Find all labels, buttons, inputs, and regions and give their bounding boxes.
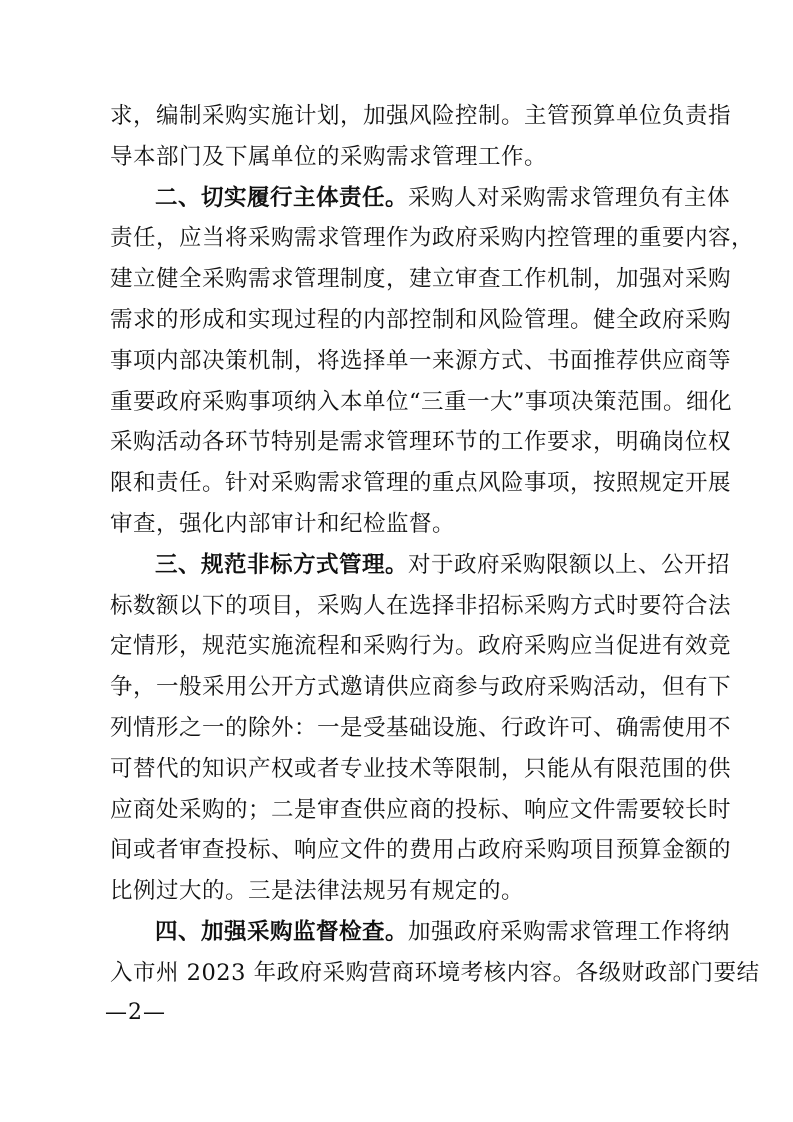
body-line-18: 应商处采购的；二是审查供应商的投标、响应文件需要较长时: [110, 796, 732, 823]
section-3-lead-text: 对于政府采购限额以上、公开招: [408, 551, 731, 578]
body-line-7: 事项内部决策机制，将选择单一来源方式、书面推荐供应商等: [110, 347, 732, 374]
body-line-17: 可替代的知识产权或者专业技术等限制，只能从有限范围的供: [110, 755, 732, 782]
section-3-heading: 三、规范非标方式管理。: [155, 551, 409, 578]
body-line-16: 列情形之一的除外：一是受基础设施、行政许可、确需使用不: [110, 715, 732, 741]
body-line-2: 导本部门及下属单位的采购需求管理工作。: [110, 143, 548, 170]
body-line-15: 争，一般采用公开方式邀请供应商参与政府采购活动，但有下: [110, 674, 732, 701]
body-line-9: 采购活动各环节特别是需求管理环节的工作要求，明确岗位权: [110, 429, 732, 456]
section-4-lead-text: 加强政府采购需求管理工作将纳: [408, 919, 731, 945]
section-2-lead-text: 采购人对采购需求管理负有主体: [408, 184, 731, 211]
body-line-20: 比例过大的。三是法律法规另有规定的。: [110, 878, 525, 905]
body-line-5: 建立健全采购需求管理制度，建立审查工作机制，加强对采购: [110, 266, 732, 293]
body-line-13: 标数额以下的项目，采购人在选择非招标采购方式时要符合法: [110, 592, 732, 619]
body-line-14: 定情形，规范实施流程和采购行为。政府采购应当促进有效竞: [110, 633, 732, 660]
body-line-22: 入市州 2023 年政府采购营商环境考核内容。各级财政部门要结: [110, 959, 760, 986]
section-2-heading: 二、切实履行主体责任。: [155, 184, 409, 211]
body-line-10: 限和责任。针对采购需求管理的重点风险事项，按照规定开展: [110, 470, 732, 497]
section-4-first-line: [155, 917, 731, 947]
body-line-11: 审查，强化内部审计和纪检监督。: [110, 511, 456, 537]
body-line-19: 间或者审查投标、响应文件的费用占政府采购项目预算金额的: [110, 837, 732, 864]
body-line-4: 责任，应当将采购需求管理作为政府采购内控管理的重要内容，: [110, 225, 755, 252]
section-2-first-line: [155, 183, 731, 213]
body-line-6: 需求的形成和实现过程的内部控制和风险管理。健全政府采购: [110, 307, 732, 333]
body-line-1: 求，编制采购实施计划，加强风险控制。主管预算单位负责指: [110, 103, 732, 129]
section-3-first-line: [155, 550, 731, 580]
body-line-8: 重要政府采购事项纳入本单位“三重一大”事项决策范围。细化: [110, 388, 733, 415]
page-number: —2—: [105, 1000, 166, 1025]
section-4-heading: 四、加强采购监督检查。: [155, 919, 409, 945]
